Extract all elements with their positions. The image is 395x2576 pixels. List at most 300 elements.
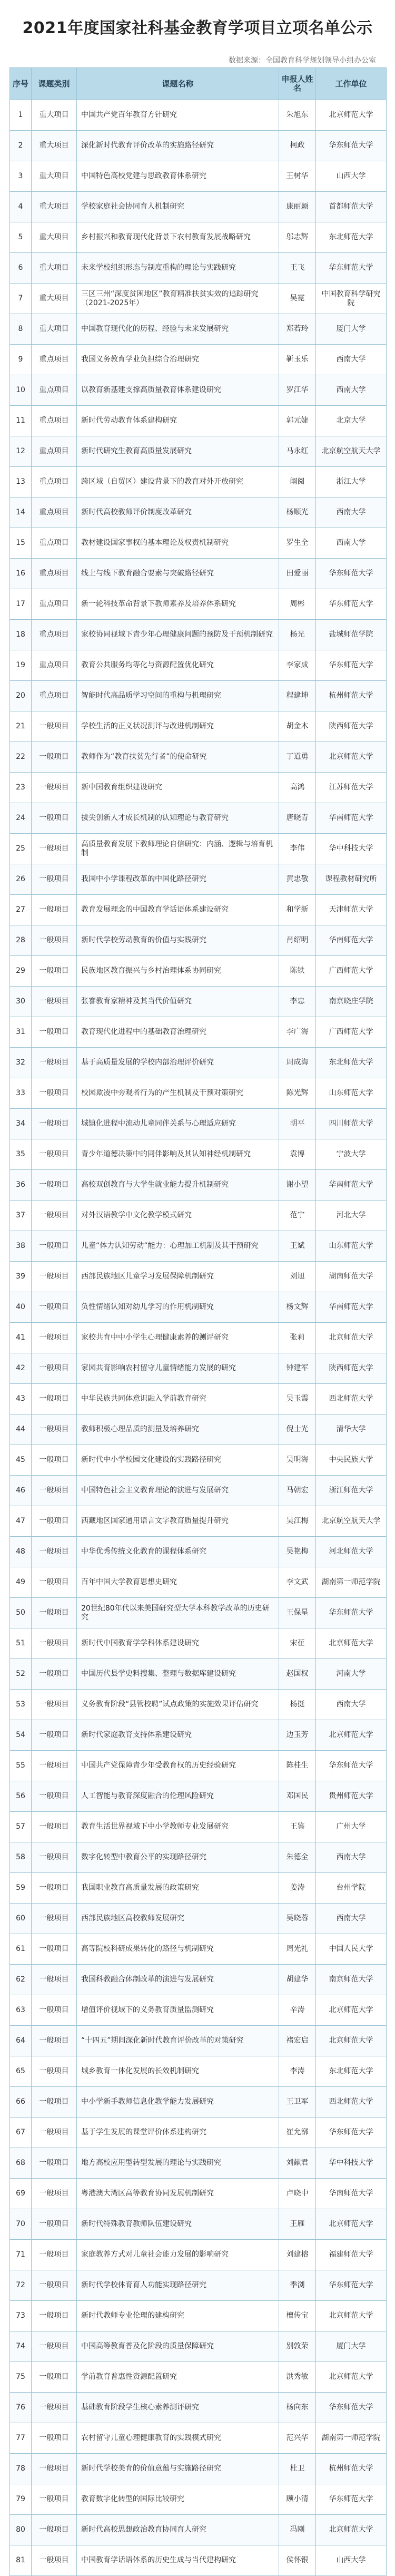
row-index: 43 (16, 1394, 25, 1403)
row-project-name: 中华民族共同体意识融入学前教育研究 (76, 1384, 279, 1414)
row-institution: 华东师范大学 (315, 2270, 386, 2300)
row-category: 一般项目 (31, 2362, 76, 2392)
row-applicant: 吴明海 (279, 1445, 315, 1475)
row-category: 一般项目 (31, 2087, 76, 2117)
row-applicant: 褚宏启 (279, 2026, 315, 2056)
row-institution: 北京航空航天大学 (315, 436, 386, 466)
row-category: 一般项目 (31, 1812, 76, 1842)
row-category: 重点项目 (31, 467, 76, 497)
row-applicant: 罗生全 (279, 528, 315, 558)
row-project-name: 教育现代化进程中的基础教育治理研究 (76, 1017, 279, 1047)
row-index: 9 (18, 355, 23, 364)
table-row (10, 497, 386, 528)
row-institution: 东北师范大学 (315, 2056, 386, 2086)
row-index: 70 (16, 2220, 25, 2228)
table-row (10, 2300, 386, 2331)
row-institution: 华南师范大学 (315, 1292, 386, 1322)
row-institution: 北京师范大学 (315, 1720, 386, 1750)
row-project-name: 中华优秀传统文化教育的课程体系研究 (76, 1537, 279, 1567)
row-index: 57 (16, 1822, 25, 1831)
row-project-name: 学校生活的正义状况测评与改进机制研究 (76, 711, 279, 741)
row-category: 一般项目 (31, 2209, 76, 2239)
row-category: 重点项目 (31, 620, 76, 650)
row-project-name: 深化新时代教育评价改革的实施路径研究 (76, 131, 279, 161)
row-category: 一般项目 (31, 1934, 76, 1964)
table-row (10, 1567, 386, 1597)
row-applicant: 吴艳梅 (279, 1537, 315, 1567)
row-project-name: 我国科教融合体制改革的演进与发展研究 (76, 1965, 279, 1995)
data-source-note: 数据来源：全国教育科学规划领导小组办公室 (229, 56, 376, 65)
row-project-name: 城乡教育一体化发展的长效机制研究 (76, 2056, 279, 2086)
row-applicant: 王飞 (279, 253, 315, 283)
table-row (10, 1383, 386, 1414)
table-row (10, 925, 386, 955)
row-institution: 北京师范大学 (315, 2362, 386, 2392)
row-applicant: 吴玉霞 (279, 1384, 315, 1414)
row-applicant: 马朝宏 (279, 1476, 315, 1506)
row-project-name: 人工智能与教育深度融合的伦理风险研究 (76, 1781, 279, 1811)
row-project-name: 家校共育中中小学生心理健康素养的测评研究 (76, 1323, 279, 1353)
row-applicant: 胡建华 (279, 1965, 315, 1995)
row-applicant: 黄忠敬 (279, 864, 315, 894)
row-index: 67 (16, 2128, 25, 2136)
row-applicant: 杨挺 (279, 1690, 315, 1720)
row-institution: 河北师范大学 (315, 1537, 386, 1567)
row-project-name: 地方高校应用型转型发展的理论与实践研究 (76, 2148, 279, 2178)
row-index: 14 (16, 508, 25, 516)
table-row (10, 1261, 386, 1292)
table-row (10, 1964, 386, 1995)
row-institution: 中国教育科学研究院 (315, 284, 386, 314)
row-institution: 北京师范大学 (315, 2209, 386, 2239)
row-index: 65 (16, 2067, 25, 2075)
row-institution: 山东师范大学 (315, 1231, 386, 1261)
row-category: 一般项目 (31, 2454, 76, 2484)
row-institution: 西南大学 (315, 375, 386, 405)
row-index: 75 (16, 2373, 25, 2381)
row-category: 一般项目 (31, 2301, 76, 2331)
table-row (10, 405, 386, 436)
row-index: 60 (16, 1914, 25, 1923)
row-applicant: 洪秀敏 (279, 2362, 315, 2392)
row-project-name: 负性情绪认知对幼儿学习的作用机制研究 (76, 1292, 279, 1322)
table-row (10, 161, 386, 191)
row-applicant: 靳玉乐 (279, 345, 315, 375)
table-row (10, 1872, 386, 1903)
row-project-name: 中国共产党保障青少年受教育权的历史经验研究 (76, 1751, 279, 1781)
row-index: 15 (16, 539, 25, 547)
row-institution: 北京航空航天大学 (315, 1506, 386, 1536)
row-category: 重大项目 (31, 161, 76, 191)
row-applicant: 邓国民 (279, 1781, 315, 1811)
row-category: 一般项目 (31, 2331, 76, 2362)
row-category: 一般项目 (31, 2240, 76, 2270)
table-row (10, 1597, 386, 1628)
row-project-name: 学前教育普惠性资源配置研究 (76, 2362, 279, 2392)
row-category: 一般项目 (31, 834, 76, 864)
row-applicant: 杨文辉 (279, 1292, 315, 1322)
row-institution: 湖南第一师范学院 (315, 2423, 386, 2453)
row-category: 重点项目 (31, 375, 76, 405)
row-applicant: 杜卫 (279, 2454, 315, 2484)
row-category: 一般项目 (31, 1690, 76, 1720)
row-institution: 江苏师范大学 (315, 773, 386, 803)
row-applicant: 和学新 (279, 895, 315, 925)
row-applicant: 邬志辉 (279, 222, 315, 252)
table-row (10, 986, 386, 1017)
row-applicant: 李家成 (279, 650, 315, 680)
row-applicant: 倪士光 (279, 1414, 315, 1445)
row-applicant: 姜涛 (279, 1873, 315, 1903)
row-applicant: 李伟 (279, 834, 315, 864)
row-project-name: 我国中小学课程改革的中国化路径研究 (76, 864, 279, 894)
row-index: 68 (16, 2159, 25, 2167)
row-institution: 杭州师范大学 (315, 681, 386, 711)
row-category: 一般项目 (31, 2270, 76, 2300)
table-row (10, 558, 386, 589)
row-category: 一般项目 (31, 1445, 76, 1475)
table-row (10, 894, 386, 925)
table-row (10, 680, 386, 711)
row-institution: 华东师范大学 (315, 559, 386, 589)
row-category: 重点项目 (31, 559, 76, 589)
row-index: 30 (16, 997, 25, 1006)
table-row (10, 1231, 386, 1261)
row-index: 45 (16, 1456, 25, 1464)
row-institution: 湖南第一师范学院 (315, 1567, 386, 1597)
row-applicant: 高鸿 (279, 773, 315, 803)
row-applicant: 李涛 (279, 2056, 315, 2086)
row-index: 13 (16, 477, 25, 486)
row-category: 重点项目 (31, 345, 76, 375)
header-index: 序号 (12, 79, 28, 89)
row-applicant: 柯政 (279, 131, 315, 161)
row-category: 重点项目 (31, 681, 76, 711)
row-institution: 华东师范大学 (315, 1751, 386, 1781)
row-project-name: 未来学校组织形态与制度重构的理论与实践研究 (76, 253, 279, 283)
table-row (10, 2178, 386, 2209)
row-applicant: 陈铁 (279, 956, 315, 986)
row-index: 63 (16, 2006, 25, 2014)
row-institution: 湖南师范大学 (315, 1262, 386, 1292)
row-institution: 华东师范大学 (315, 2393, 386, 2423)
row-index: 18 (16, 630, 25, 639)
row-index: 12 (16, 447, 25, 455)
row-index: 46 (16, 1486, 25, 1495)
row-applicant: 刘献君 (279, 2148, 315, 2178)
row-category: 一般项目 (31, 2545, 76, 2575)
row-index: 16 (16, 569, 25, 578)
row-institution: 广西师范大学 (315, 956, 386, 986)
row-category: 一般项目 (31, 1628, 76, 1658)
row-applicant: 郭元婕 (279, 406, 315, 436)
row-institution: 山西大学 (315, 2545, 386, 2575)
row-category: 重点项目 (31, 406, 76, 436)
row-institution: 四川师范大学 (315, 1109, 386, 1139)
row-index: 81 (16, 2556, 25, 2564)
row-project-name: 跨区域（自贸区）建设背景下的教育对外开放研究 (76, 467, 279, 497)
row-project-name: 新一轮科技革命背景下教师素养及培养体系研究 (76, 589, 279, 619)
table-row (10, 1292, 386, 1322)
table-row (10, 2331, 386, 2362)
row-category: 一般项目 (31, 1965, 76, 1995)
row-applicant: 郑若玲 (279, 314, 315, 344)
row-applicant: 杨向东 (279, 2393, 315, 2423)
row-applicant: 宋萑 (279, 1628, 315, 1658)
row-index: 77 (16, 2434, 25, 2442)
row-project-name: 粤港澳大湾区高等教育协同发展机制研究 (76, 2179, 279, 2209)
table-row (10, 1414, 386, 1445)
row-project-name: 家园共育影响农村留守儿童情绪能力发展的研究 (76, 1353, 279, 1383)
row-category: 一般项目 (31, 987, 76, 1017)
row-index: 54 (16, 1731, 25, 1739)
row-applicant: 康丽颖 (279, 192, 315, 222)
row-institution: 华南师范大学 (315, 1170, 386, 1200)
table-row (10, 466, 386, 497)
row-institution: 浙江师范大学 (315, 1476, 386, 1506)
row-index: 72 (16, 2281, 25, 2289)
row-applicant: 王卫军 (279, 2087, 315, 2117)
row-institution: 山东师范大学 (315, 1078, 386, 1108)
row-category: 一般项目 (31, 1567, 76, 1597)
row-category: 一般项目 (31, 2423, 76, 2453)
row-institution: 厦门大学 (315, 2331, 386, 2362)
row-institution: 华南师范大学 (315, 803, 386, 833)
row-institution: 陕西师范大学 (315, 1353, 386, 1383)
row-category: 一般项目 (31, 1659, 76, 1689)
row-institution: 西北师范大学 (315, 2087, 386, 2117)
row-institution: 首都师范大学 (315, 192, 386, 222)
row-index: 55 (16, 1761, 25, 1770)
row-project-name: 西部民族地区高校教师发展研究 (76, 1904, 279, 1934)
table-row (10, 191, 386, 222)
row-index: 33 (16, 1089, 25, 1097)
row-applicant: 周成海 (279, 1048, 315, 1078)
row-project-name: 新时代劳动教育体系建构研究 (76, 406, 279, 436)
row-index: 73 (16, 2311, 25, 2320)
row-institution: 课程教材研究所 (315, 864, 386, 894)
row-index: 26 (16, 875, 25, 883)
row-applicant: 李忠 (279, 987, 315, 1017)
row-project-name: 中国特色高校党建与思政教育体系研究 (76, 161, 279, 191)
row-institution: 华东师范大学 (315, 650, 386, 680)
table-row (10, 1934, 386, 1964)
row-applicant: 陈光辉 (279, 1078, 315, 1108)
row-applicant: 李文武 (279, 1567, 315, 1597)
row-category: 一般项目 (31, 1109, 76, 1139)
row-category: 重点项目 (31, 528, 76, 558)
row-category: 一般项目 (31, 1506, 76, 1536)
row-category: 一般项目 (31, 1751, 76, 1781)
row-project-name: 家庭教养方式对儿童社会能力发展的影响研究 (76, 2240, 279, 2270)
row-project-name: 新时代家庭教育支持体系建设研究 (76, 1720, 279, 1750)
row-index: 50 (16, 1608, 25, 1617)
row-project-name: “十四五”期间深化新时代教育评价改革的对策研究 (76, 2026, 279, 2056)
row-institution: 陕西师范大学 (315, 711, 386, 741)
row-project-name: 中国历代县学史料搜集、整理与数据库建设研究 (76, 1659, 279, 1689)
table-row (10, 741, 386, 772)
row-institution: 北京师范大学 (315, 742, 386, 772)
row-category: 重大项目 (31, 222, 76, 252)
row-index: 8 (18, 325, 23, 333)
table-row (10, 1536, 386, 1567)
row-project-name: 乡村振兴和教育现代化背景下农村教育发展战略研究 (76, 222, 279, 252)
row-institution: 华东师范大学 (315, 131, 386, 161)
row-index: 62 (16, 1975, 25, 1984)
table-row (10, 955, 386, 986)
row-applicant: 陈桂生 (279, 1751, 315, 1781)
row-project-name: 三区三州“深度贫困地区”教育精准扶贫实效的追踪研究（2021-2025年） (76, 284, 279, 314)
row-category: 一般项目 (31, 1904, 76, 1934)
row-applicant: 刘建榕 (279, 2240, 315, 2270)
row-project-name: 教师作为“教育扶贫先行者”的使命研究 (76, 742, 279, 772)
row-project-name: 新时代特殊教育教师队伍建设研究 (76, 2209, 279, 2239)
row-applicant: 季浏 (279, 2270, 315, 2300)
row-institution: 北京师范大学 (315, 100, 386, 130)
row-applicant: 唐晓青 (279, 803, 315, 833)
table-row (10, 2423, 386, 2453)
row-applicant: 胡平 (279, 1109, 315, 1139)
row-index: 40 (16, 1303, 25, 1311)
table-row (10, 1658, 386, 1689)
row-institution: 华南师范大学 (315, 2179, 386, 2209)
row-applicant: 田爱丽 (279, 559, 315, 589)
row-category: 一般项目 (31, 2393, 76, 2423)
row-institution: 西南大学 (315, 345, 386, 375)
row-project-name: 新时代教师专业伦理的建构研究 (76, 2301, 279, 2331)
row-category: 一般项目 (31, 925, 76, 955)
row-index: 74 (16, 2342, 25, 2350)
row-applicant: 朱旭东 (279, 100, 315, 130)
row-applicant: 丁道勇 (279, 742, 315, 772)
table-row (10, 2514, 386, 2545)
row-institution: 宁波大学 (315, 1139, 386, 1169)
row-category: 一般项目 (31, 864, 76, 894)
row-applicant: 卢晓中 (279, 2179, 315, 2209)
table-row (10, 711, 386, 741)
row-institution: 广西师范大学 (315, 1017, 386, 1047)
row-index: 76 (16, 2403, 25, 2412)
row-institution: 东北师范大学 (315, 1048, 386, 1078)
row-project-name: 西藏地区国家通用语言文字教育质量提升研究 (76, 1506, 279, 1536)
row-index: 22 (16, 753, 25, 761)
table-row (10, 1842, 386, 1872)
row-institution: 北京师范大学 (315, 2301, 386, 2331)
row-project-name: 义务教育阶段“县管校聘”试点政策的实施效果评估研究 (76, 1690, 279, 1720)
row-project-name: 教师积极心理品质的测量及培养研究 (76, 1414, 279, 1445)
row-applicant: 袁博 (279, 1139, 315, 1169)
table-row (10, 803, 386, 833)
row-institution: 福建师范大学 (315, 2240, 386, 2270)
table-row (10, 1506, 386, 1536)
row-project-name: 新时代学校劳动教育的价值与实践研究 (76, 925, 279, 955)
table-row (10, 1811, 386, 1842)
row-institution: 北京师范大学 (315, 1628, 386, 1658)
row-applicant: 罗江华 (279, 375, 315, 405)
row-index: 1 (18, 111, 23, 119)
row-index: 25 (16, 844, 25, 853)
row-category: 重点项目 (31, 497, 76, 528)
table-row (10, 436, 386, 466)
row-category: 一般项目 (31, 773, 76, 803)
row-project-name: 对外汉语教学中文化教学模式研究 (76, 1201, 279, 1231)
row-category: 一般项目 (31, 895, 76, 925)
row-category: 重点项目 (31, 589, 76, 619)
row-institution: 浙江大学 (315, 467, 386, 497)
table-body (10, 100, 386, 2575)
row-applicant: 王斌 (279, 1231, 315, 1261)
table-row (10, 375, 386, 405)
row-category: 一般项目 (31, 1201, 76, 1231)
table-row (10, 1108, 386, 1139)
row-institution: 西南大学 (315, 1690, 386, 1720)
row-applicant: 顾小清 (279, 2484, 315, 2514)
row-project-name: 教育公共服务均等化与资源配置优化研究 (76, 650, 279, 680)
row-index: 27 (16, 905, 25, 914)
row-project-name: 新时代学校体育育人功能实现路径研究 (76, 2270, 279, 2300)
table-row (10, 1139, 386, 1169)
table-row (10, 1169, 386, 1200)
row-project-name: 中国教育学话语体系的历史生成与当代建构研究 (76, 2545, 279, 2575)
row-institution: 河北大学 (315, 1201, 386, 1231)
row-institution: 西南大学 (315, 528, 386, 558)
row-index: 61 (16, 1945, 25, 1953)
row-institution: 天津师范大学 (315, 895, 386, 925)
row-index: 3 (18, 172, 23, 180)
header-category: 课题类别 (31, 68, 76, 100)
table-row (10, 2362, 386, 2392)
row-institution: 华东师范大学 (315, 1598, 386, 1628)
row-applicant: 李广海 (279, 1017, 315, 1047)
row-project-name: 民族地区教育振兴与乡村治理体系协同研究 (76, 956, 279, 986)
row-project-name: 拔尖创新人才成长机制的认知理论与教育研究 (76, 803, 279, 833)
row-category: 重点项目 (31, 650, 76, 680)
table-row (10, 833, 386, 864)
table-row (10, 619, 386, 650)
row-project-name: 教育数字化转型的国际比较研究 (76, 2484, 279, 2514)
row-project-name: 我国职业教育高质量发展的政策研究 (76, 1873, 279, 1903)
row-institution: 中央民族大学 (315, 1445, 386, 1475)
row-institution: 华东师范大学 (315, 589, 386, 619)
row-index: 5 (18, 233, 23, 241)
table-row (10, 1078, 386, 1108)
project-table (9, 67, 387, 2576)
row-institution: 华东师范大学 (315, 2484, 386, 2514)
table-row (10, 252, 386, 283)
row-institution: 杭州师范大学 (315, 2454, 386, 2484)
page-title: 2021年度国家社科基金教育学项目立项名单公示 (22, 19, 373, 37)
row-institution: 华南师范大学 (315, 925, 386, 955)
table-row (10, 864, 386, 894)
row-project-name: 新时代中国教育学学科体系建设研究 (76, 1628, 279, 1658)
table-row (10, 222, 386, 252)
row-applicant: 王树华 (279, 161, 315, 191)
table-row (10, 1445, 386, 1475)
row-category: 一般项目 (31, 2148, 76, 2178)
table-row (10, 1047, 386, 1078)
table-row (10, 1475, 386, 1506)
row-applicant: 王保星 (279, 1598, 315, 1628)
row-applicant: 别敦荣 (279, 2331, 315, 2362)
row-institution: 南京晓庄学院 (315, 987, 386, 1017)
row-project-name: 新时代中小学校园文化建设的实践路径研究 (76, 1445, 279, 1475)
header-institution: 工作单位 (315, 68, 386, 100)
row-institution: 北京师范大学 (315, 1323, 386, 1353)
row-institution: 东北师范大学 (315, 222, 386, 252)
table-row (10, 2270, 386, 2300)
row-applicant: 马永红 (279, 436, 315, 466)
row-category: 一般项目 (31, 2515, 76, 2545)
